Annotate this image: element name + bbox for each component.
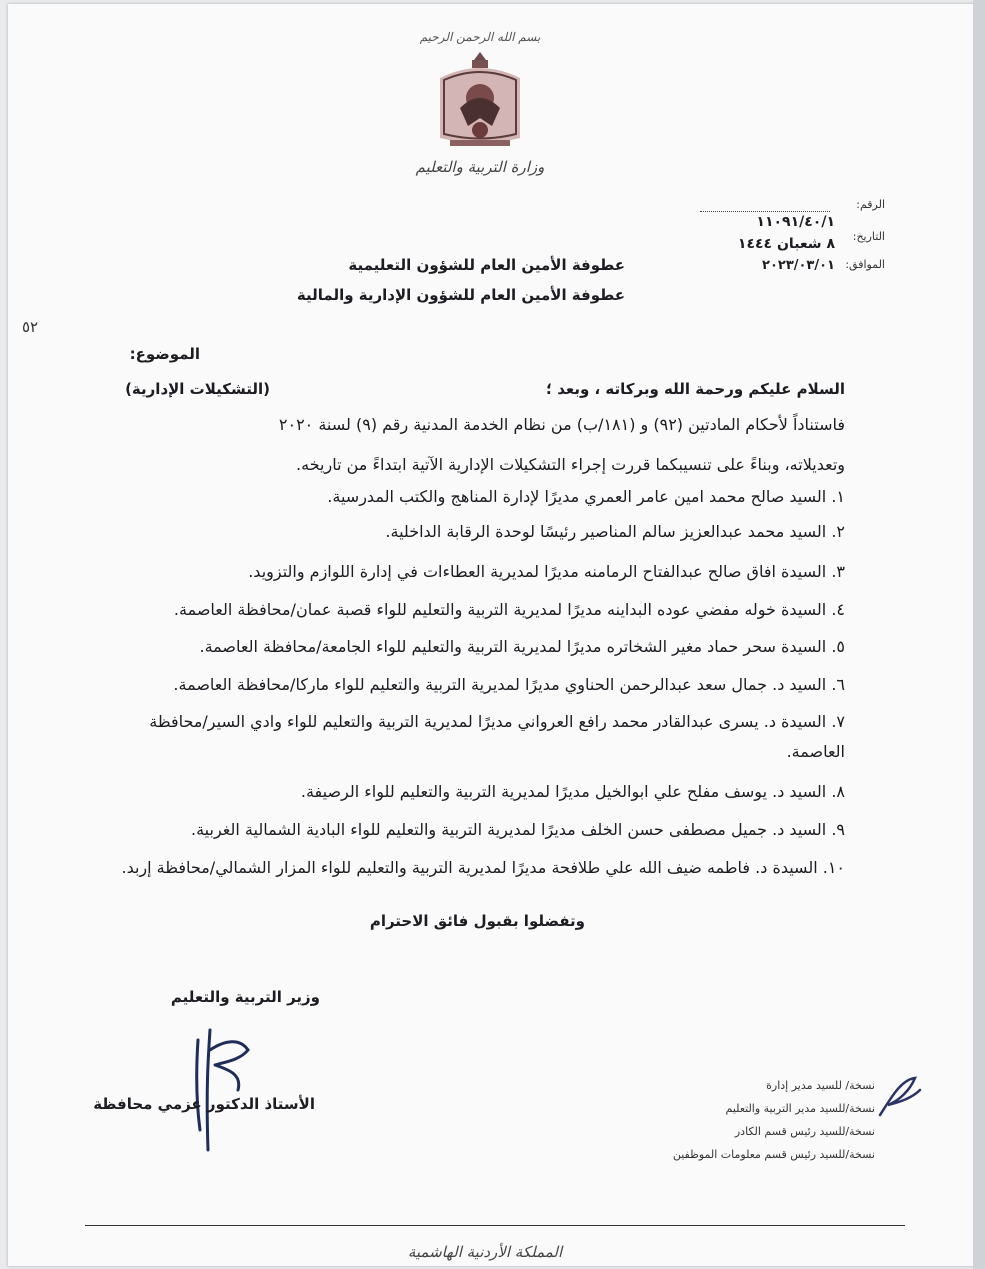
handwritten-signature-icon xyxy=(170,1020,270,1160)
footer-divider xyxy=(85,1225,905,1226)
addressee-2: عطوفة الأمين العام للشؤون الإدارية والمالية xyxy=(296,286,625,304)
closing-phrase: وتفضلوا بقبول فائق الاحترام xyxy=(369,912,585,930)
list-item-continuation: العاصمة. xyxy=(786,742,845,761)
intro-line-1: فاستناداً لأحكام المادتين (٩٢) و (١٨١/ب) من نظام الخدمة المدنية رقم (٩) لسنة ٢٠٢٠ xyxy=(278,415,845,434)
reference-number: ١١٠٩١/٤٠/١ xyxy=(756,214,835,230)
list-item: ١٠. السيدة د. فاطمه ضيف الله علي طلافحة مديرًا لمديرية التربية والتعليم للواء المزار الشمالي/محافظة إربد. xyxy=(121,858,845,877)
list-item: ٤. السيدة خوله مفضي عوده البداينه مديرًا لمديرية التربية والتعليم للواء قصبة عمان/محافظة العاصمة. xyxy=(173,600,845,619)
list-item: ٢. السيد محمد عبدالعزيز سالم المناصير رئيسًا لوحدة الرقابة الداخلية. xyxy=(385,522,845,541)
coat-of-arms-icon xyxy=(430,48,530,158)
list-item: ٩. السيد د. جميل مصطفى حسن الخلف مديرًا لمديرية التربية والتعليم للواء البادية الشمالية الغربية. xyxy=(191,820,845,839)
signatory-name: الأستاذ الدكتور عزمي محافظة xyxy=(93,1095,315,1113)
gregorian-date: ٢٠٢٣/٠٣/٠١ xyxy=(762,258,835,273)
footer-kingdom: المملكة الأردنية الهاشمية xyxy=(407,1243,563,1261)
hijri-date: ٨ شعبان ١٤٤٤ xyxy=(737,236,835,252)
list-item: ٨. السيد د. يوسف مفلح علي ابوالخيل مديرًا لمديرية التربية والتعليم للواء الرصيفة. xyxy=(300,782,845,801)
greeting: السلام عليكم ورحمة الله وبركاته ، وبعد ؛ xyxy=(545,380,845,398)
ministry-name: وزارة التربية والتعليم xyxy=(415,158,545,176)
initials-mark-icon xyxy=(870,1070,925,1120)
list-item: ٣. السيدة افاق صالح عبدالفتاح الرمامنه مديرًا لمديرية العطاءات في إدارة اللوازم والتزويد. xyxy=(248,562,845,581)
cc-line: نسخة/ للسيد مدير إدارة xyxy=(766,1079,875,1092)
signatory-title: وزير التربية والتعليم xyxy=(170,988,320,1006)
number-dotted-line xyxy=(700,210,830,212)
list-item: ٥. السيدة سحر حماد مغير الشخاتره مديرًا لمديرية التربية والتعليم للواء الجامعة/محافظة العاصمة. xyxy=(199,637,845,656)
subject-label: الموضوع: xyxy=(129,345,200,363)
addressee-1: عطوفة الأمين العام للشؤون التعليمية xyxy=(348,256,625,274)
list-item: ٧. السيدة د. يسرى عبدالقادر محمد رافع العرواني مديرًا لمديرية التربية والتعليم للواء وادي السير/محافظة xyxy=(149,712,845,731)
gregorian-date-label: الموافق: xyxy=(845,258,885,271)
cc-line: نسخة/للسيد رئيس قسم الكادر xyxy=(734,1125,875,1138)
cc-line: نسخة/للسيد رئيس قسم معلومات الموظفين xyxy=(672,1148,875,1161)
number-label: الرقم: xyxy=(856,198,885,211)
subject-value: (التشكيلات الإدارية) xyxy=(125,380,270,398)
list-item: ١. السيد صالح محمد امين عامر العمري مديرًا لإدارة المناهج والكتب المدرسية. xyxy=(327,487,845,506)
page-edge xyxy=(973,0,985,1269)
list-item: ٦. السيد د. جمال سعد عبدالرحمن الحناوي مديرًا لمديرية التربية والتعليم للواء ماركا/محافظة العاصمة. xyxy=(173,675,845,694)
margin-mark: ٥٢ xyxy=(22,318,39,336)
basmala-text: بسم الله الرحمن الرحيم xyxy=(419,30,541,44)
intro-line-2: وتعديلاته، وبناءً على تنسيبكما قررت إجراء التشكيلات الإدارية الآتية ابتداءً من تاريخه. xyxy=(296,455,845,474)
date-label: التاريخ: xyxy=(852,230,885,243)
cc-line: نسخة/للسيد مدير التربية والتعليم xyxy=(725,1102,875,1115)
